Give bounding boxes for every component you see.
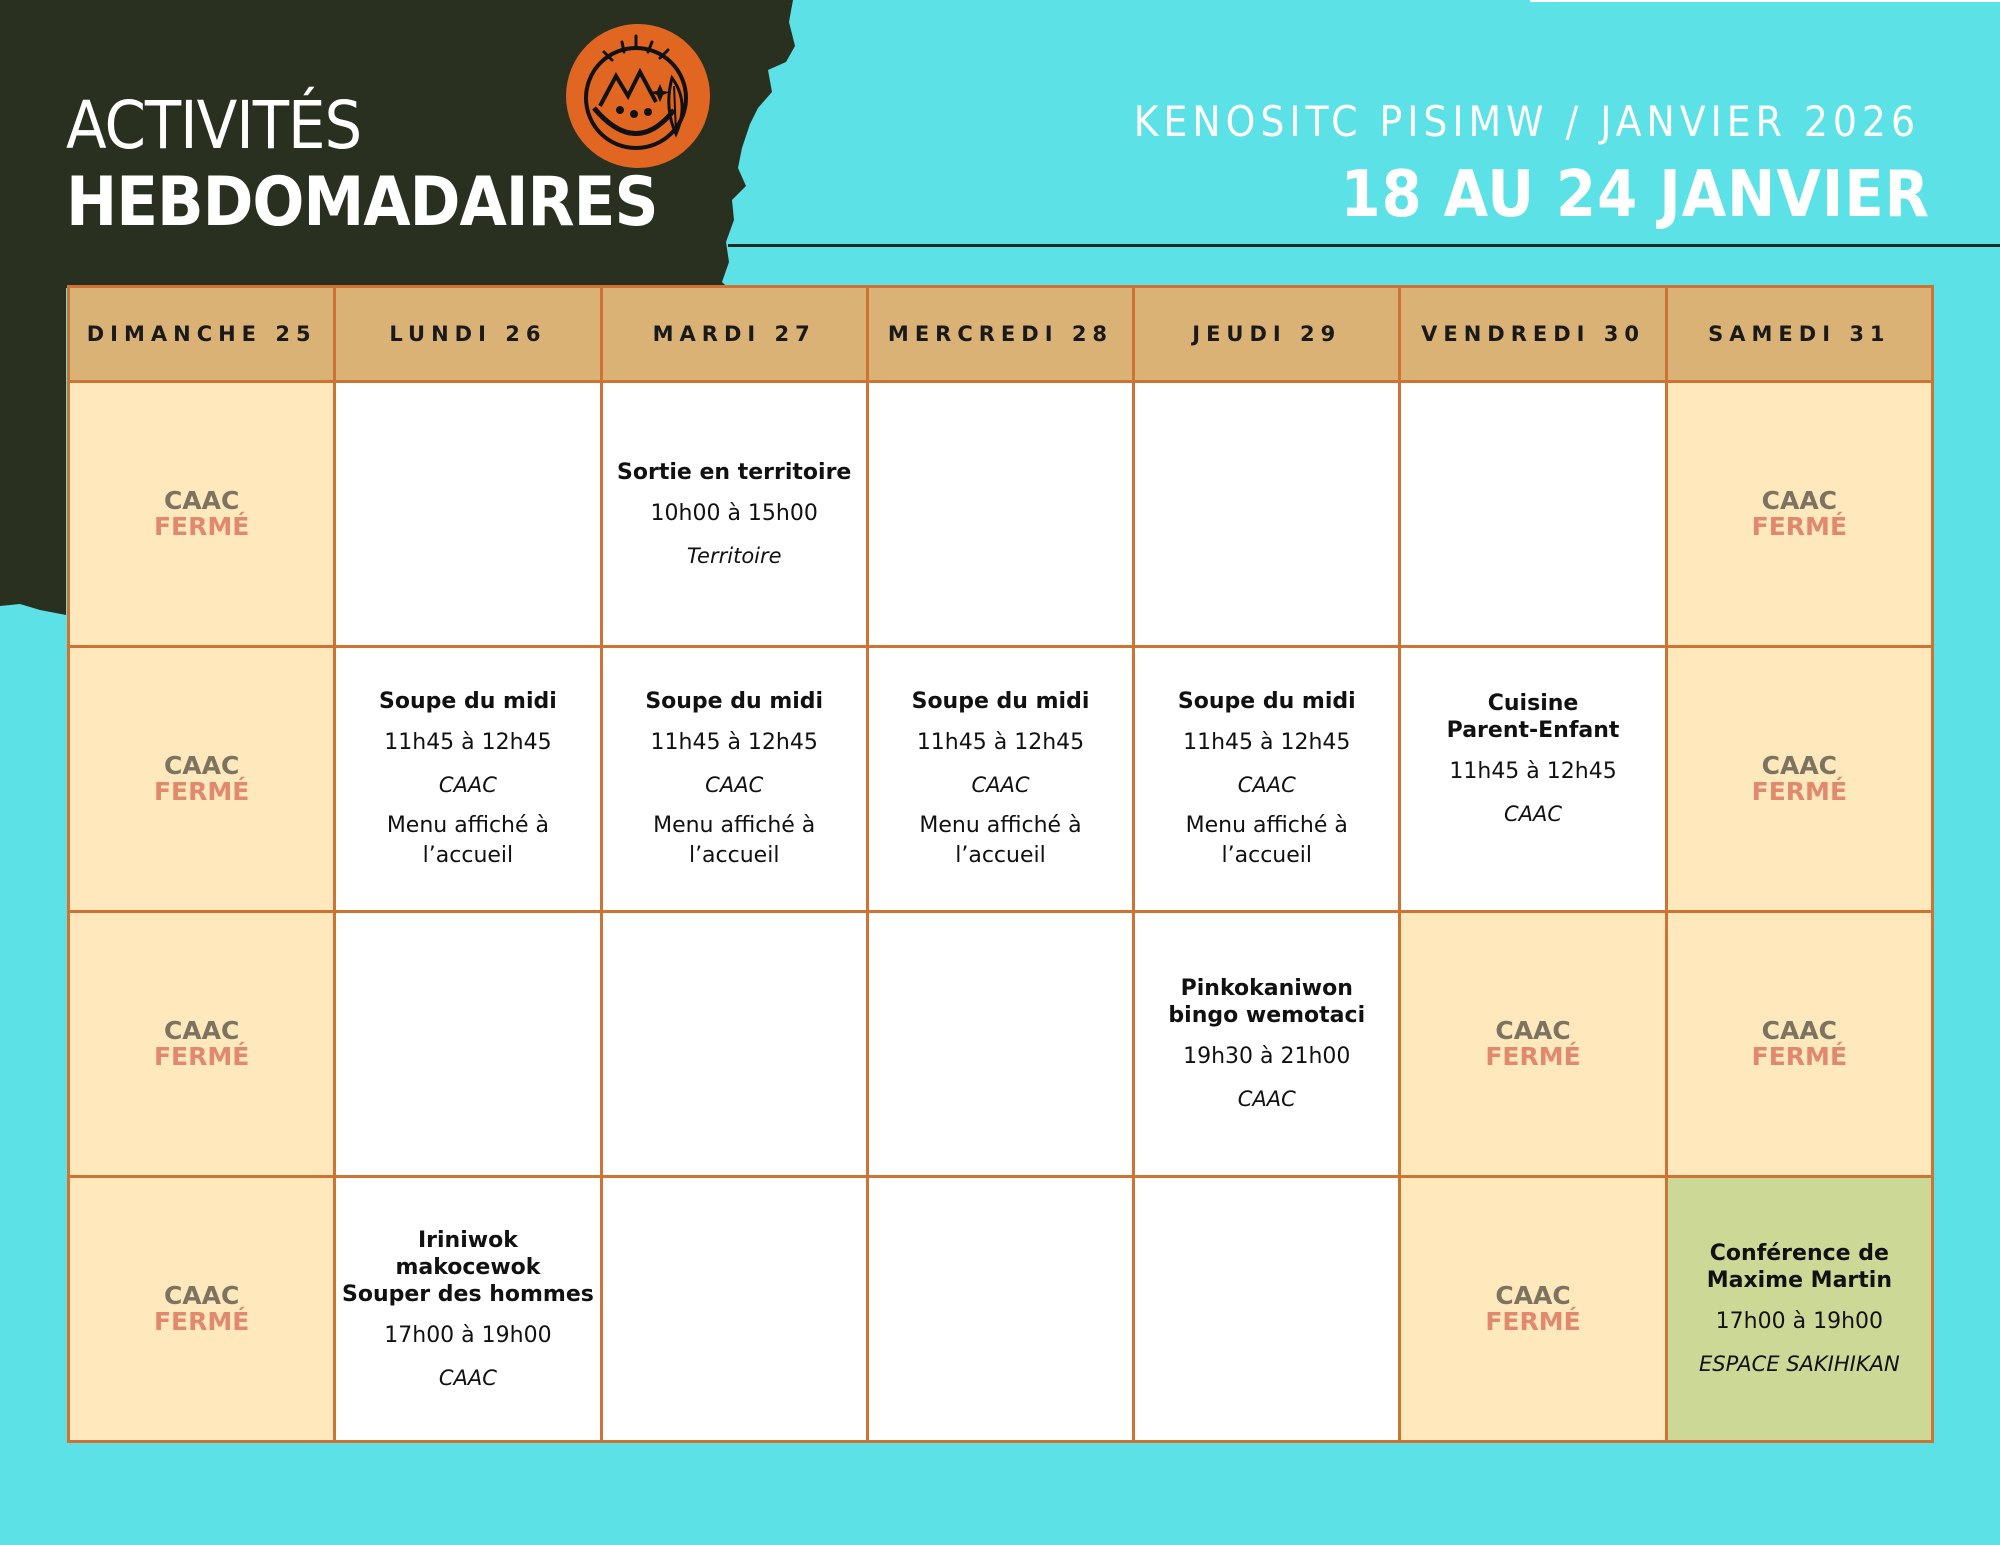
event-title: Soupe du midi xyxy=(1177,688,1356,714)
closed-label: CAAC xyxy=(1761,1016,1838,1045)
event-subtitle: Souper des hommes xyxy=(341,1281,594,1307)
event-location: Territoire xyxy=(686,543,782,568)
closed-cell xyxy=(1666,912,1932,1177)
calendar-header-row xyxy=(69,287,1933,382)
event-note: Menu affiché à l’accueil xyxy=(386,812,550,868)
empty-cell xyxy=(601,912,867,1177)
event-cell xyxy=(601,647,867,912)
event-title: Cuisine Parent-Enfant xyxy=(1446,691,1620,743)
event-location: CAAC xyxy=(971,772,1030,797)
closed-label: CAAC xyxy=(1495,1016,1571,1045)
day-header: LUNDI 26 xyxy=(335,287,601,382)
event-location: CAAC xyxy=(438,772,497,797)
event-cell xyxy=(1134,912,1400,1177)
event-time: 17h00 à 19h00 xyxy=(384,1322,552,1348)
date-range: 18 AU 24 JANVIER xyxy=(1340,158,1930,232)
day-header: DIMANCHE 25 xyxy=(69,287,335,382)
closed-cell xyxy=(1400,1177,1666,1442)
empty-cell xyxy=(335,382,601,647)
event-title: Conférence de Maxime Martin xyxy=(1706,1241,1892,1293)
day-header: MERCREDI 28 xyxy=(867,287,1133,382)
day-header: MARDI 27 xyxy=(601,287,867,382)
event-location: CAAC xyxy=(1504,802,1563,826)
closed-cell xyxy=(69,1177,335,1442)
closed-status: FERMÉ xyxy=(1485,1307,1581,1336)
event-title: Pinkokaniwon bingo wemotaci xyxy=(1168,976,1366,1028)
event-time: 11h45 à 12h45 xyxy=(1449,759,1617,784)
closed-cell xyxy=(69,647,335,912)
day-header: JEUDI 29 xyxy=(1134,287,1400,382)
empty-cell xyxy=(1134,1177,1400,1442)
closed-status: FERMÉ xyxy=(1751,512,1848,541)
empty-cell xyxy=(867,1177,1133,1442)
subtitle-month: KENOSITC PISIMW / JANVIER 2026 xyxy=(1133,97,1920,146)
closed-label: CAAC xyxy=(163,486,240,515)
empty-cell xyxy=(867,912,1133,1177)
closed-status: FERMÉ xyxy=(1485,1042,1581,1071)
event-location: CAAC xyxy=(1237,772,1296,797)
event-title: Iriniwok makocewok xyxy=(395,1227,541,1280)
weekly-calendar xyxy=(67,285,1934,1443)
calendar-row xyxy=(69,912,1933,1177)
event-time: 11h45 à 12h45 xyxy=(650,729,818,755)
closed-status: FERMÉ xyxy=(153,777,250,806)
event-title: Sortie en territoire xyxy=(617,459,852,485)
event-note: Menu affiché à l’accueil xyxy=(1185,812,1348,868)
event-title: Soupe du midi xyxy=(911,688,1090,714)
header-divider xyxy=(728,244,2000,247)
empty-cell xyxy=(1400,382,1666,647)
day-header: VENDREDI 30 xyxy=(1400,287,1666,382)
moon-mountains-feather-icon xyxy=(564,22,712,170)
event-title: Soupe du midi xyxy=(379,688,557,714)
event-location: CAAC xyxy=(705,772,764,797)
event-location: ESPACE SAKIHIKAN xyxy=(1699,1352,1900,1376)
closed-cell xyxy=(69,912,335,1177)
closed-status: FERMÉ xyxy=(153,1307,250,1336)
page-title-line1: ACTIVITÉS xyxy=(66,87,362,164)
event-time: 10h00 à 15h00 xyxy=(650,500,818,526)
closed-label: CAAC xyxy=(163,1281,240,1310)
event-location: CAAC xyxy=(438,1365,497,1390)
calendar-row xyxy=(69,382,1933,647)
closed-cell xyxy=(1666,382,1932,647)
calendar-row xyxy=(69,1177,1933,1442)
empty-cell xyxy=(335,912,601,1177)
calendar-row xyxy=(69,647,1933,912)
page-title-line2: HEBDOMADAIRES xyxy=(66,163,658,242)
event-cell xyxy=(867,647,1133,912)
event-time: 11h45 à 12h45 xyxy=(916,729,1085,755)
empty-cell xyxy=(1134,382,1400,647)
closed-status: FERMÉ xyxy=(1751,777,1848,806)
event-title: Soupe du midi xyxy=(645,688,824,714)
event-location: CAAC xyxy=(1237,1087,1296,1111)
closed-label: CAAC xyxy=(1761,486,1838,515)
event-cell xyxy=(601,382,867,647)
closed-status: FERMÉ xyxy=(153,1042,250,1071)
empty-cell xyxy=(601,1177,867,1442)
closed-label: CAAC xyxy=(1761,751,1838,780)
closed-label: CAAC xyxy=(163,751,240,780)
closed-cell xyxy=(1666,647,1932,912)
event-time: 11h45 à 12h45 xyxy=(384,729,552,755)
empty-cell xyxy=(867,382,1133,647)
closed-cell xyxy=(1400,912,1666,1177)
closed-cell xyxy=(69,382,335,647)
day-header: SAMEDI 31 xyxy=(1666,287,1932,382)
event-time: 19h30 à 21h00 xyxy=(1183,1044,1351,1069)
closed-status: FERMÉ xyxy=(153,512,250,541)
event-time: 11h45 à 12h45 xyxy=(1183,729,1351,755)
closed-label: CAAC xyxy=(163,1016,240,1045)
event-time: 17h00 à 19h00 xyxy=(1715,1309,1884,1334)
event-cell xyxy=(335,647,601,912)
top-edge-line xyxy=(1530,0,2000,2)
closed-status: FERMÉ xyxy=(1751,1042,1848,1071)
event-note: Menu affiché à l’accueil xyxy=(653,812,816,868)
closed-label: CAAC xyxy=(1495,1281,1571,1310)
event-cell xyxy=(335,1177,601,1442)
event-cell xyxy=(1134,647,1400,912)
event-cell xyxy=(1400,647,1666,912)
event-note: Menu affiché à l’accueil xyxy=(919,812,1082,868)
event-cell-highlight xyxy=(1666,1177,1932,1442)
